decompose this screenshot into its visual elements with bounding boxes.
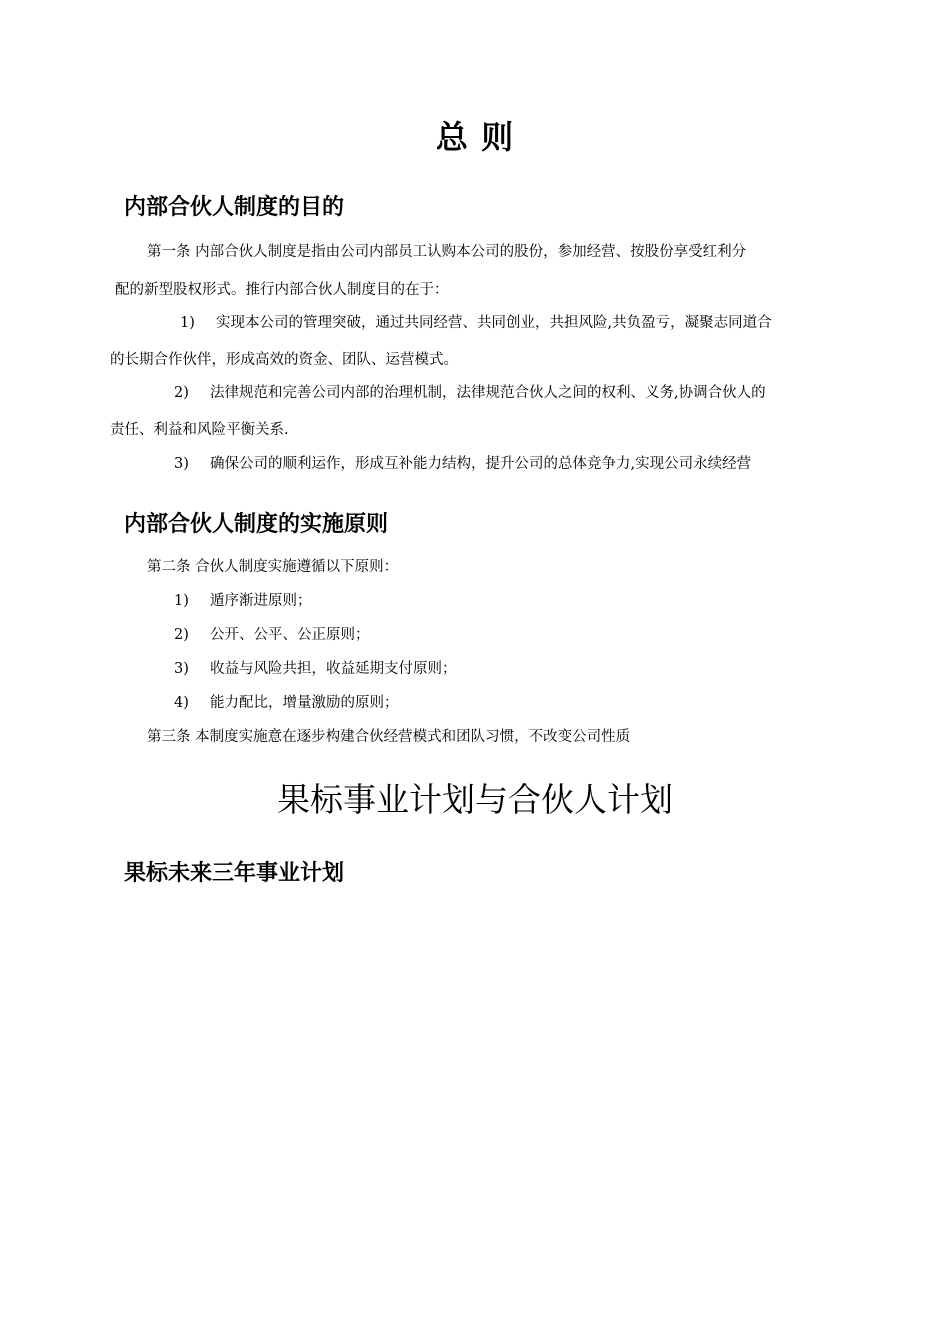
item-text: 实现本公司的管理突破，通过共同经营、共同创业，共担风险,共负盈亏，凝聚志同道合	[216, 315, 772, 331]
purpose-item-1-line-2: 的长期合作伙伴，形成高效的资金、团队、运营模式。	[110, 352, 458, 368]
principle-item-4	[174, 693, 399, 713]
principle-item-2	[174, 625, 370, 645]
purpose-item-2	[174, 383, 766, 403]
article-2: 第二条 合伙人制度实施遵循以下原则：	[147, 559, 399, 575]
section-heading-purpose: 内部合伙人制度的目的	[124, 195, 345, 220]
item-number: 2)	[174, 627, 189, 643]
item-text: 遁序渐进原则；	[210, 593, 312, 609]
purpose-item-3	[174, 454, 751, 474]
principle-item-3	[174, 659, 457, 679]
purpose-item-2-line-2: 责任、利益和风险平衡关系.	[110, 422, 289, 438]
item-text: 法律规范和完善公司内部的治理机制，法律规范合伙人之间的权利、义务,协调合伙人的	[210, 385, 766, 401]
item-text: 能力配比，增量激励的原则；	[210, 695, 399, 711]
page-title: 总 则	[435, 118, 515, 156]
item-text: 确保公司的顺利运作，形成互补能力结构，提升公司的总体竞争力,实现公司永续经营	[210, 456, 752, 472]
principle-item-1	[174, 591, 312, 611]
section-heading-principles: 内部合伙人制度的实施原则	[124, 512, 389, 537]
item-text: 公开、公平、公正原则；	[210, 627, 370, 643]
article-1-line-1: 第一条 内部合伙人制度是指由公司内部员工认购本公司的股份，参加经营、按股份享受红利分	[147, 244, 747, 260]
item-number: 4)	[174, 695, 189, 711]
section-heading-three-year-plan: 果标未来三年事业计划	[124, 861, 345, 886]
article-3: 第三条 本制度实施意在逐步构建合伙经营模式和团队习惯，不改变公司性质	[147, 729, 631, 745]
item-number: 3)	[174, 661, 189, 677]
item-text: 收益与风险共担，收益延期支付原则；	[210, 661, 457, 677]
item-number: 1)	[180, 315, 195, 331]
item-number: 1)	[174, 593, 189, 609]
chapter-title: 果标事业计划与合伙人计划	[277, 780, 673, 819]
item-number: 2)	[174, 385, 189, 401]
article-1-line-2: 配的新型股权形式。推行内部合伙人制度目的在于：	[115, 282, 449, 298]
item-number: 3)	[174, 456, 189, 472]
purpose-item-1	[180, 313, 772, 333]
